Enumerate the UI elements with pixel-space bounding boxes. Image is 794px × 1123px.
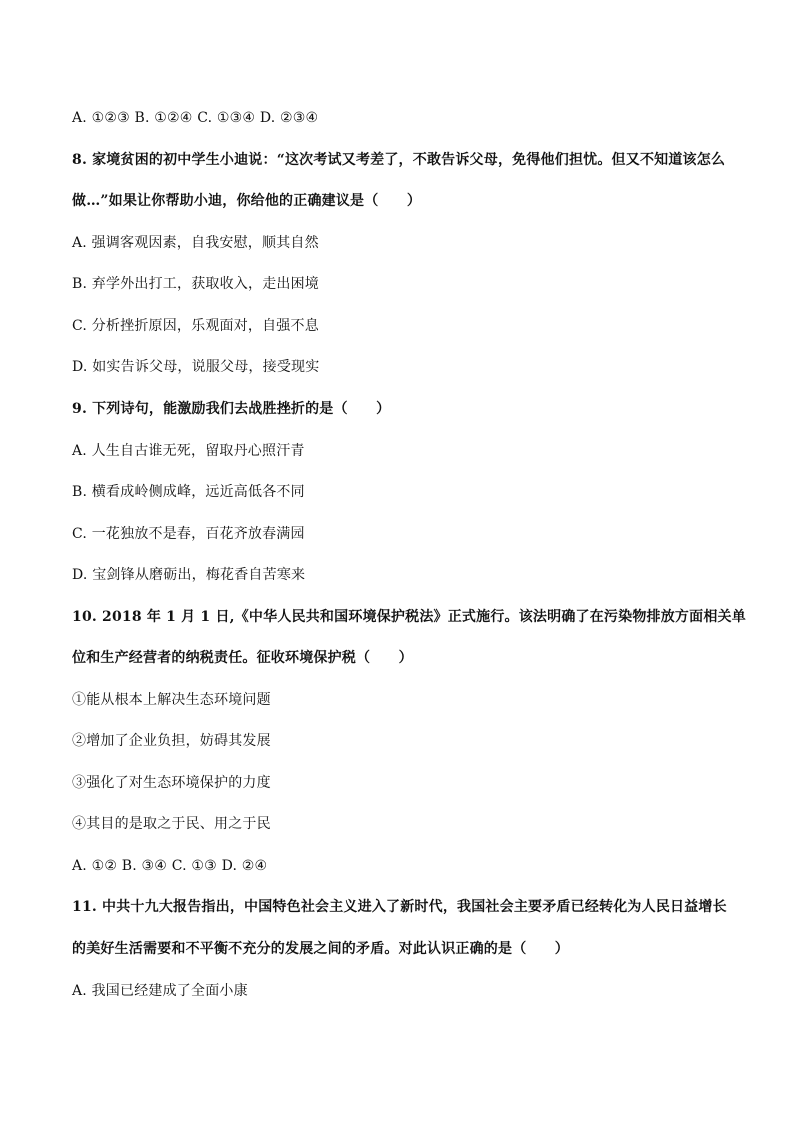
q11-option-a: A. 我国已经建成了全面小康 xyxy=(72,983,248,999)
q10-answer-options: A. ①② B. ③④ C. ①③ D. ②④ xyxy=(72,858,268,874)
q11-stem-line-2: 的美好生活需要和不平衡不充分的发展之间的矛盾。对此认识正确的是（ ） xyxy=(72,941,569,957)
q8-stem-line-2: 做…”如果让你帮助小迪，你给他的正确建议是（ ） xyxy=(72,193,422,209)
q7-answer-options: A. ①②③ B. ①②④ C. ①③④ D. ②③④ xyxy=(72,110,319,126)
q9-stem: 9. 下列诗句，能激励我们去战胜挫折的是（ ） xyxy=(72,401,391,417)
q9-option-d: D. 宝剑锋从磨砺出，梅花香自苦寒来 xyxy=(72,567,306,583)
q9-option-a: A. 人生自古谁无死，留取丹心照汗青 xyxy=(72,443,305,459)
q8-option-b: B. 弃学外出打工，获取收入，走出困境 xyxy=(72,276,319,292)
q8-stem-line-1: 8. 家境贫困的初中学生小迪说：“这次考试又考差了，不敢告诉父母，免得他们担忧。但又不知道该怎么 xyxy=(72,152,726,168)
q10-statement-4: ④其目的是取之于民、用之于民 xyxy=(72,816,271,832)
q8-option-c: C. 分析挫折原因，乐观面对，自强不息 xyxy=(72,318,319,334)
q10-stem-line-2: 位和生产经营者的纳税责任。征收环境保护税（ ） xyxy=(72,650,413,666)
q8-option-a: A. 强调客观因素，自我安慰，顺其自然 xyxy=(72,235,319,251)
q10-statement-3: ③强化了对生态环境保护的力度 xyxy=(72,775,271,791)
q9-option-c: C. 一花独放不是春，百花齐放春满园 xyxy=(72,526,305,542)
q9-option-b: B. 横看成岭侧成峰，远近高低各不同 xyxy=(72,484,305,500)
q10-statement-2: ②增加了企业负担，妨碍其发展 xyxy=(72,733,271,749)
q8-option-d: D. 如实告诉父母，说服父母，接受现实 xyxy=(72,359,320,375)
q11-stem-line-1: 11. 中共十九大报告指出，中国特色社会主义进入了新时代，我国社会主要矛盾已经转化为人民日益增长 xyxy=(72,899,727,915)
q10-stem-line-1: 10. 2018 年 1 月 1 日,《中华人民共和国环境保护税法》正式施行。该法明确了在污染物排放方面相关单 xyxy=(72,609,746,625)
q10-statement-1: ①能从根本上解决生态环境问题 xyxy=(72,692,271,708)
